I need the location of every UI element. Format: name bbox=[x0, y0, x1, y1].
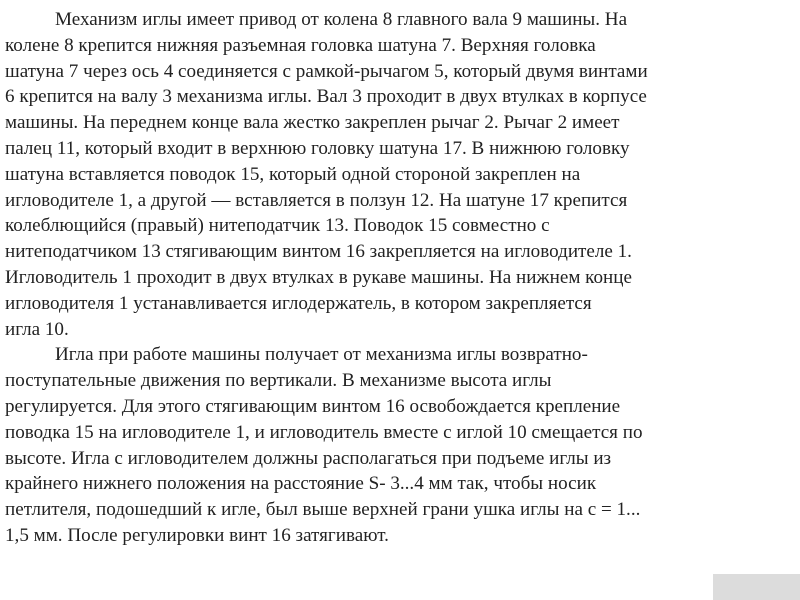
corner-decoration bbox=[713, 574, 800, 600]
slide-text-block bbox=[5, 7, 775, 549]
paragraph-needle-mechanism: Механизм иглы имеет привод от колена 8 главного вала 9 машины. На колене 8 крепится нижняя разъемная головка шатуна 7. Верхняя головка шатуна 7 через ось 4 соединяется с рамкой-рычагом 5, который двумя винтами 6 крепится на валу 3 механизма иглы. Вал 3 проходит в двух втулках в корпусе машины. На переднем конце вала жестко закреплен рычаг 2. Рычаг 2 имеет палец 11, который входит в верхнюю головку шатуна 17. В нижнюю головку шатуна вставляется поводок 15, который одной стороной закреплен на игловодителе 1, а другой — вставляется в ползун 12. На шатуне 17 крепится колеблющийся (правый) нитеподатчик 13. Поводок 15 совместно с нитеподатчиком 13 стягивающим винтом 16 закрепляется на игловодителе 1. Игловодитель 1 проходит в двух втулках в рукаве машины. На нижнем конце игловодителя 1 устанавливается иглодержатель, в котором закрепляется игла 10. bbox=[5, 9, 648, 340]
paragraph-needle-adjustment: Игла при работе машины получает от механизма иглы возвратно- поступательные движения по вертикали. В механизме высота иглы регулируется. Для этого стягивающим винтом 16 освобождается крепление поводка 15 на игловодителе 1, и игловодитель вместе с иглой 10 смещается по высоте. Игла с игловодителем должны располагаться при подъеме иглы из крайнего нижнего положения на расстояние S- 3...4 мм так, чтобы носик петлителя, подошедший к игле, был выше верхней грани ушка иглы на с = 1... 1,5 мм. После регулировки винт 16 затягивают. bbox=[5, 344, 643, 546]
